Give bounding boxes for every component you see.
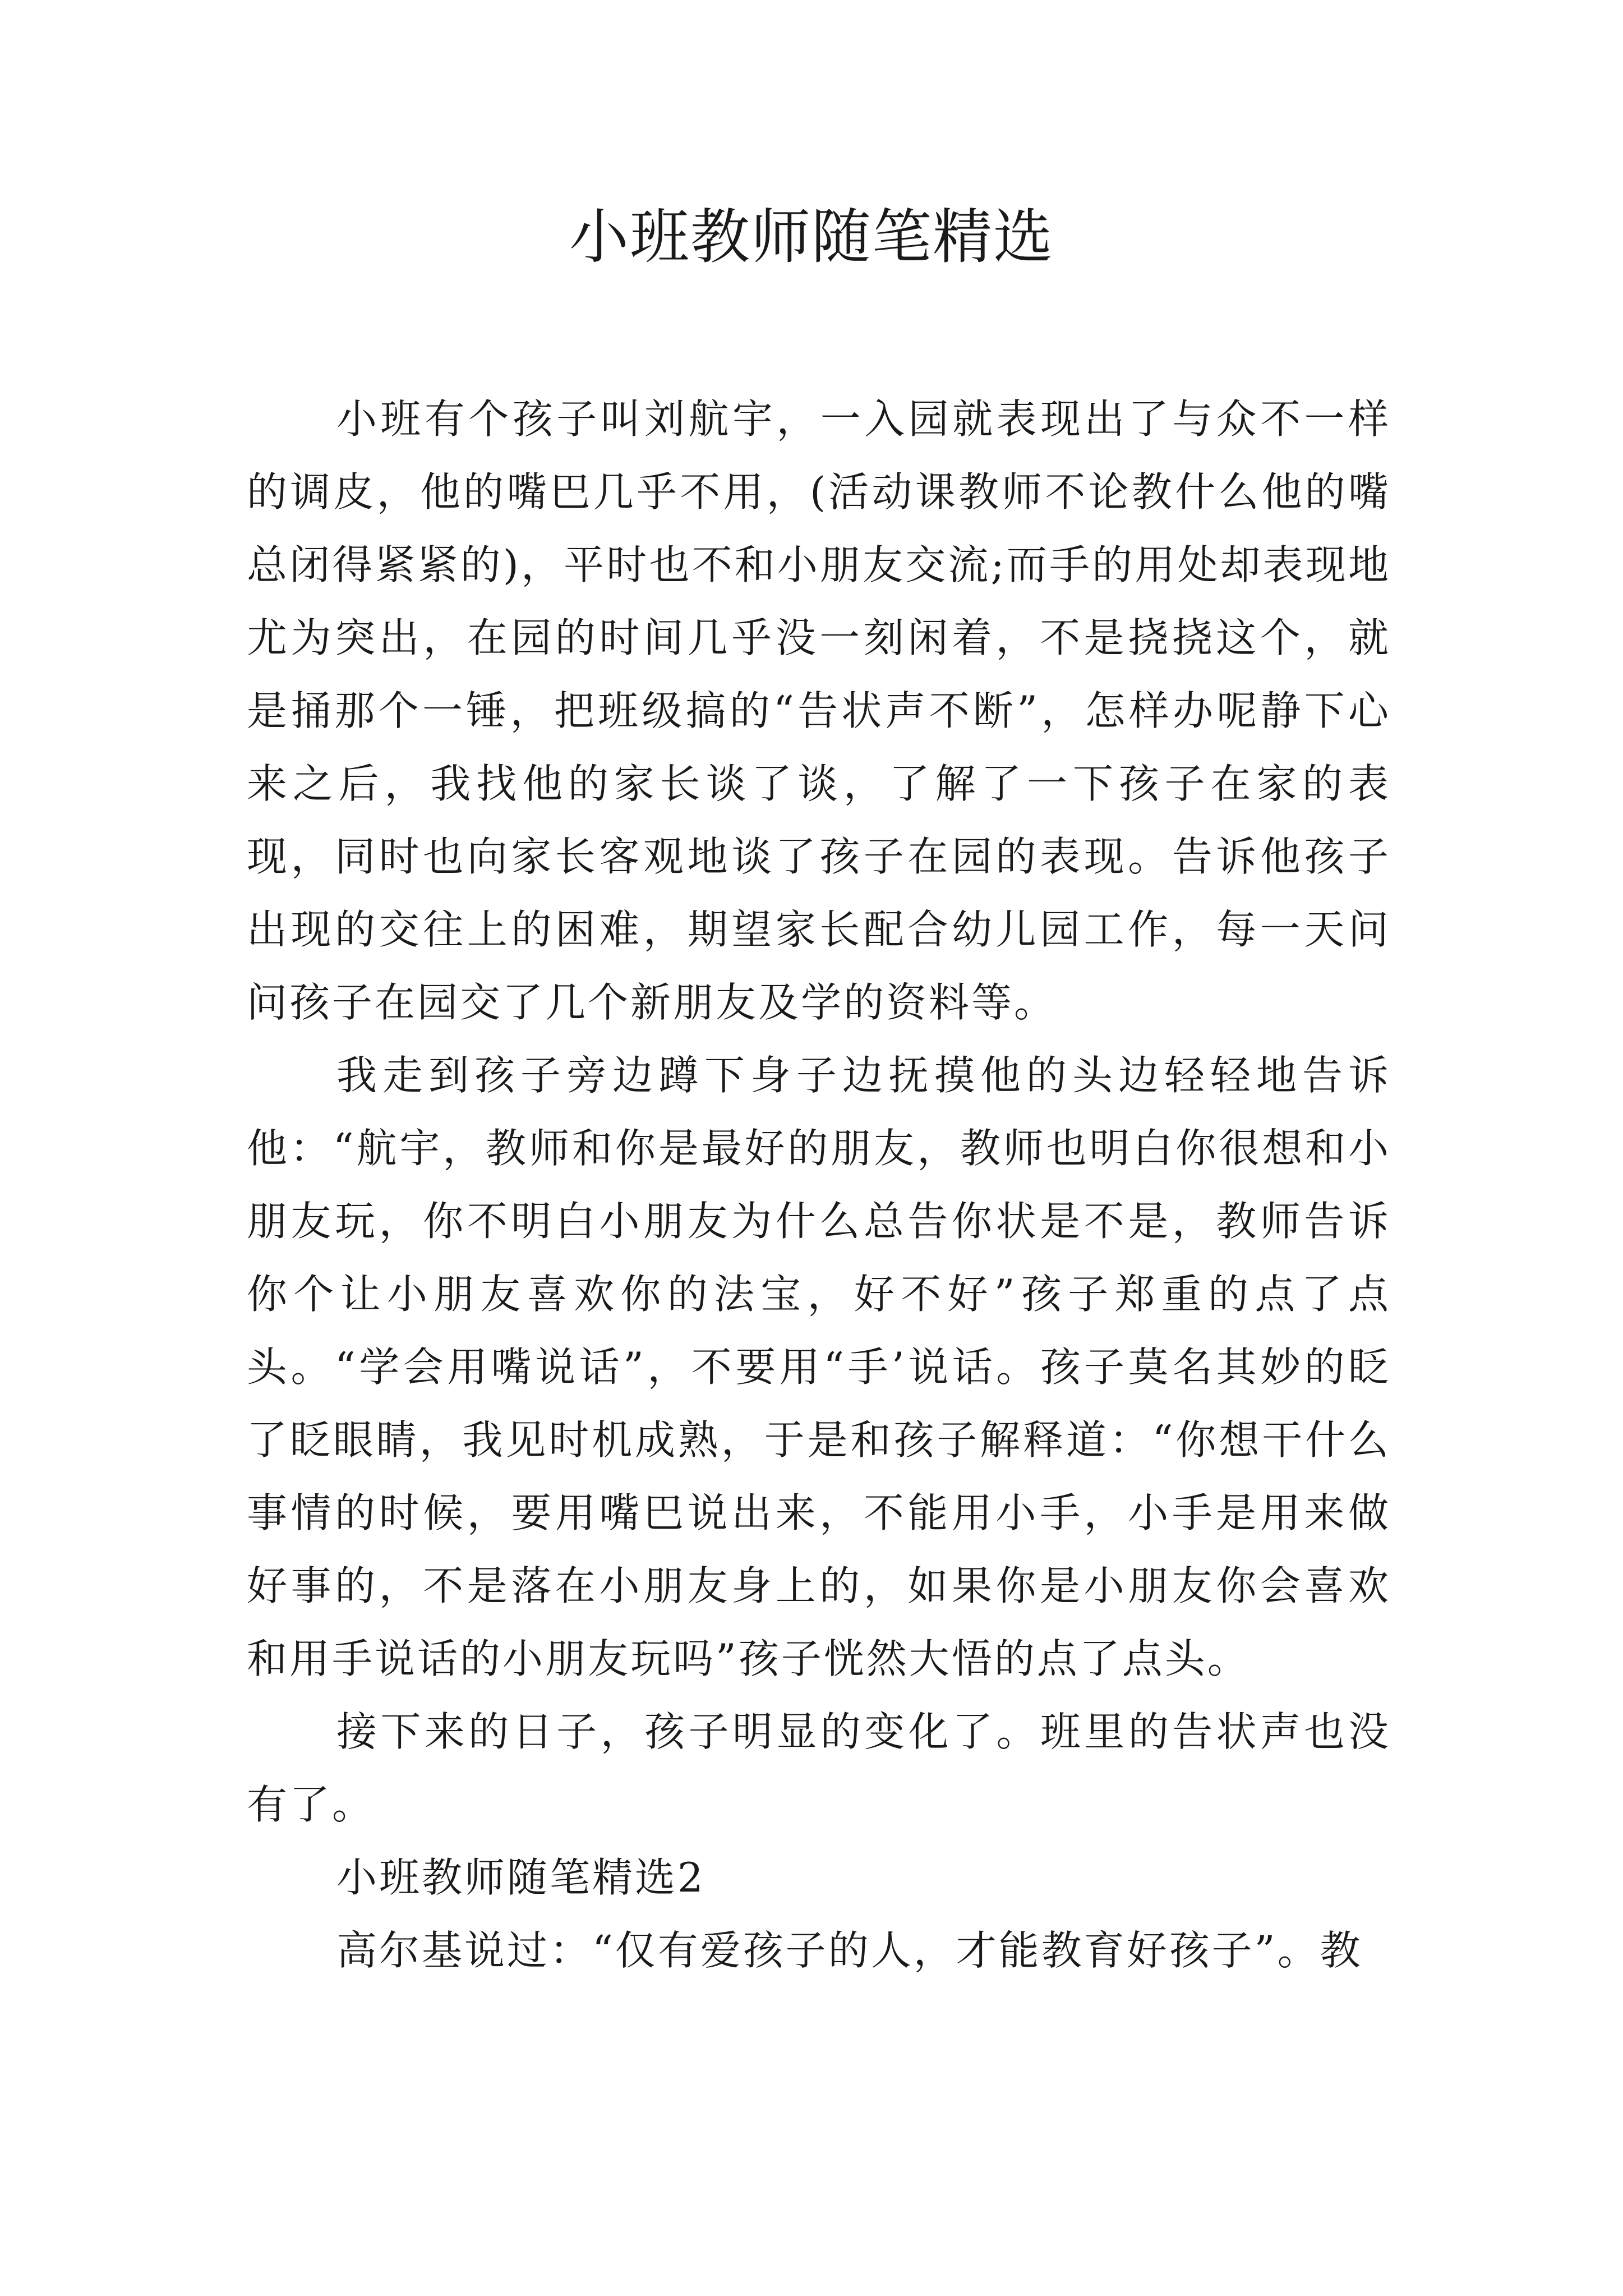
paragraph-3: 接下来的日子，孩子明显的变化了。班里的告状声也没有了。 [247,1708,1391,1828]
paragraph-2: 我走到孩子旁边蹲下身子边抚摸他的头边轻轻地告诉他：“航宇，教师和你是最好的朋友，教师也明白你很想和小朋友玩，你不明白小朋友为什么总告你状是不是，教师告诉你个让小朋友喜欢你的法宝，好不好”孩子郑重的点了点头。“学会用嘴说话”，不要用“手’说话。孩子莫名其妙的眨了眨眼睛，我见时机成熟，于是和孩子解释道：“你想干什么事情的时候，要用嘴巴说出来，不能用小手，小手是用来做好事的，不是落在小朋友身上的，如果你是小朋友你会喜欢和用手说话的小朋友玩吗”孩子恍然大悟的点了点头。 [247,1052,1391,1682]
section-heading-2: 小班教师随笔精选2 [336,1854,706,1901]
document-title: 小班教师随笔精选 [569,203,1054,272]
document-body [247,383,1391,1987]
paragraph-1: 小班有个孩子叫刘航宇，一入园就表现出了与众不一样的调皮，他的嘴巴几乎不用，(活动课教师不论教什么他的嘴总闭得紧紧的)，平时也不和小朋友交流;而手的用处却表现地尤为突出，在园的时间几乎没一刻闲着，不是挠挠这个，就是捅那个一锤，把班级搞的“告状声不断”，怎样办呢静下心来之后，我找他的家长谈了谈，了解了一下孩子在家的表现，同时也向家长客观地谈了孩子在园的表现。告诉他孩子出现的交往上的困难，期望家长配合幼儿园工作，每一天问问孩子在园交了几个新朋友及学的资料等。 [247,395,1391,1026]
paragraph-4: 高尔基说过：“仅有爱孩子的人，才能教育好孩子”。教 [336,1927,1363,1974]
